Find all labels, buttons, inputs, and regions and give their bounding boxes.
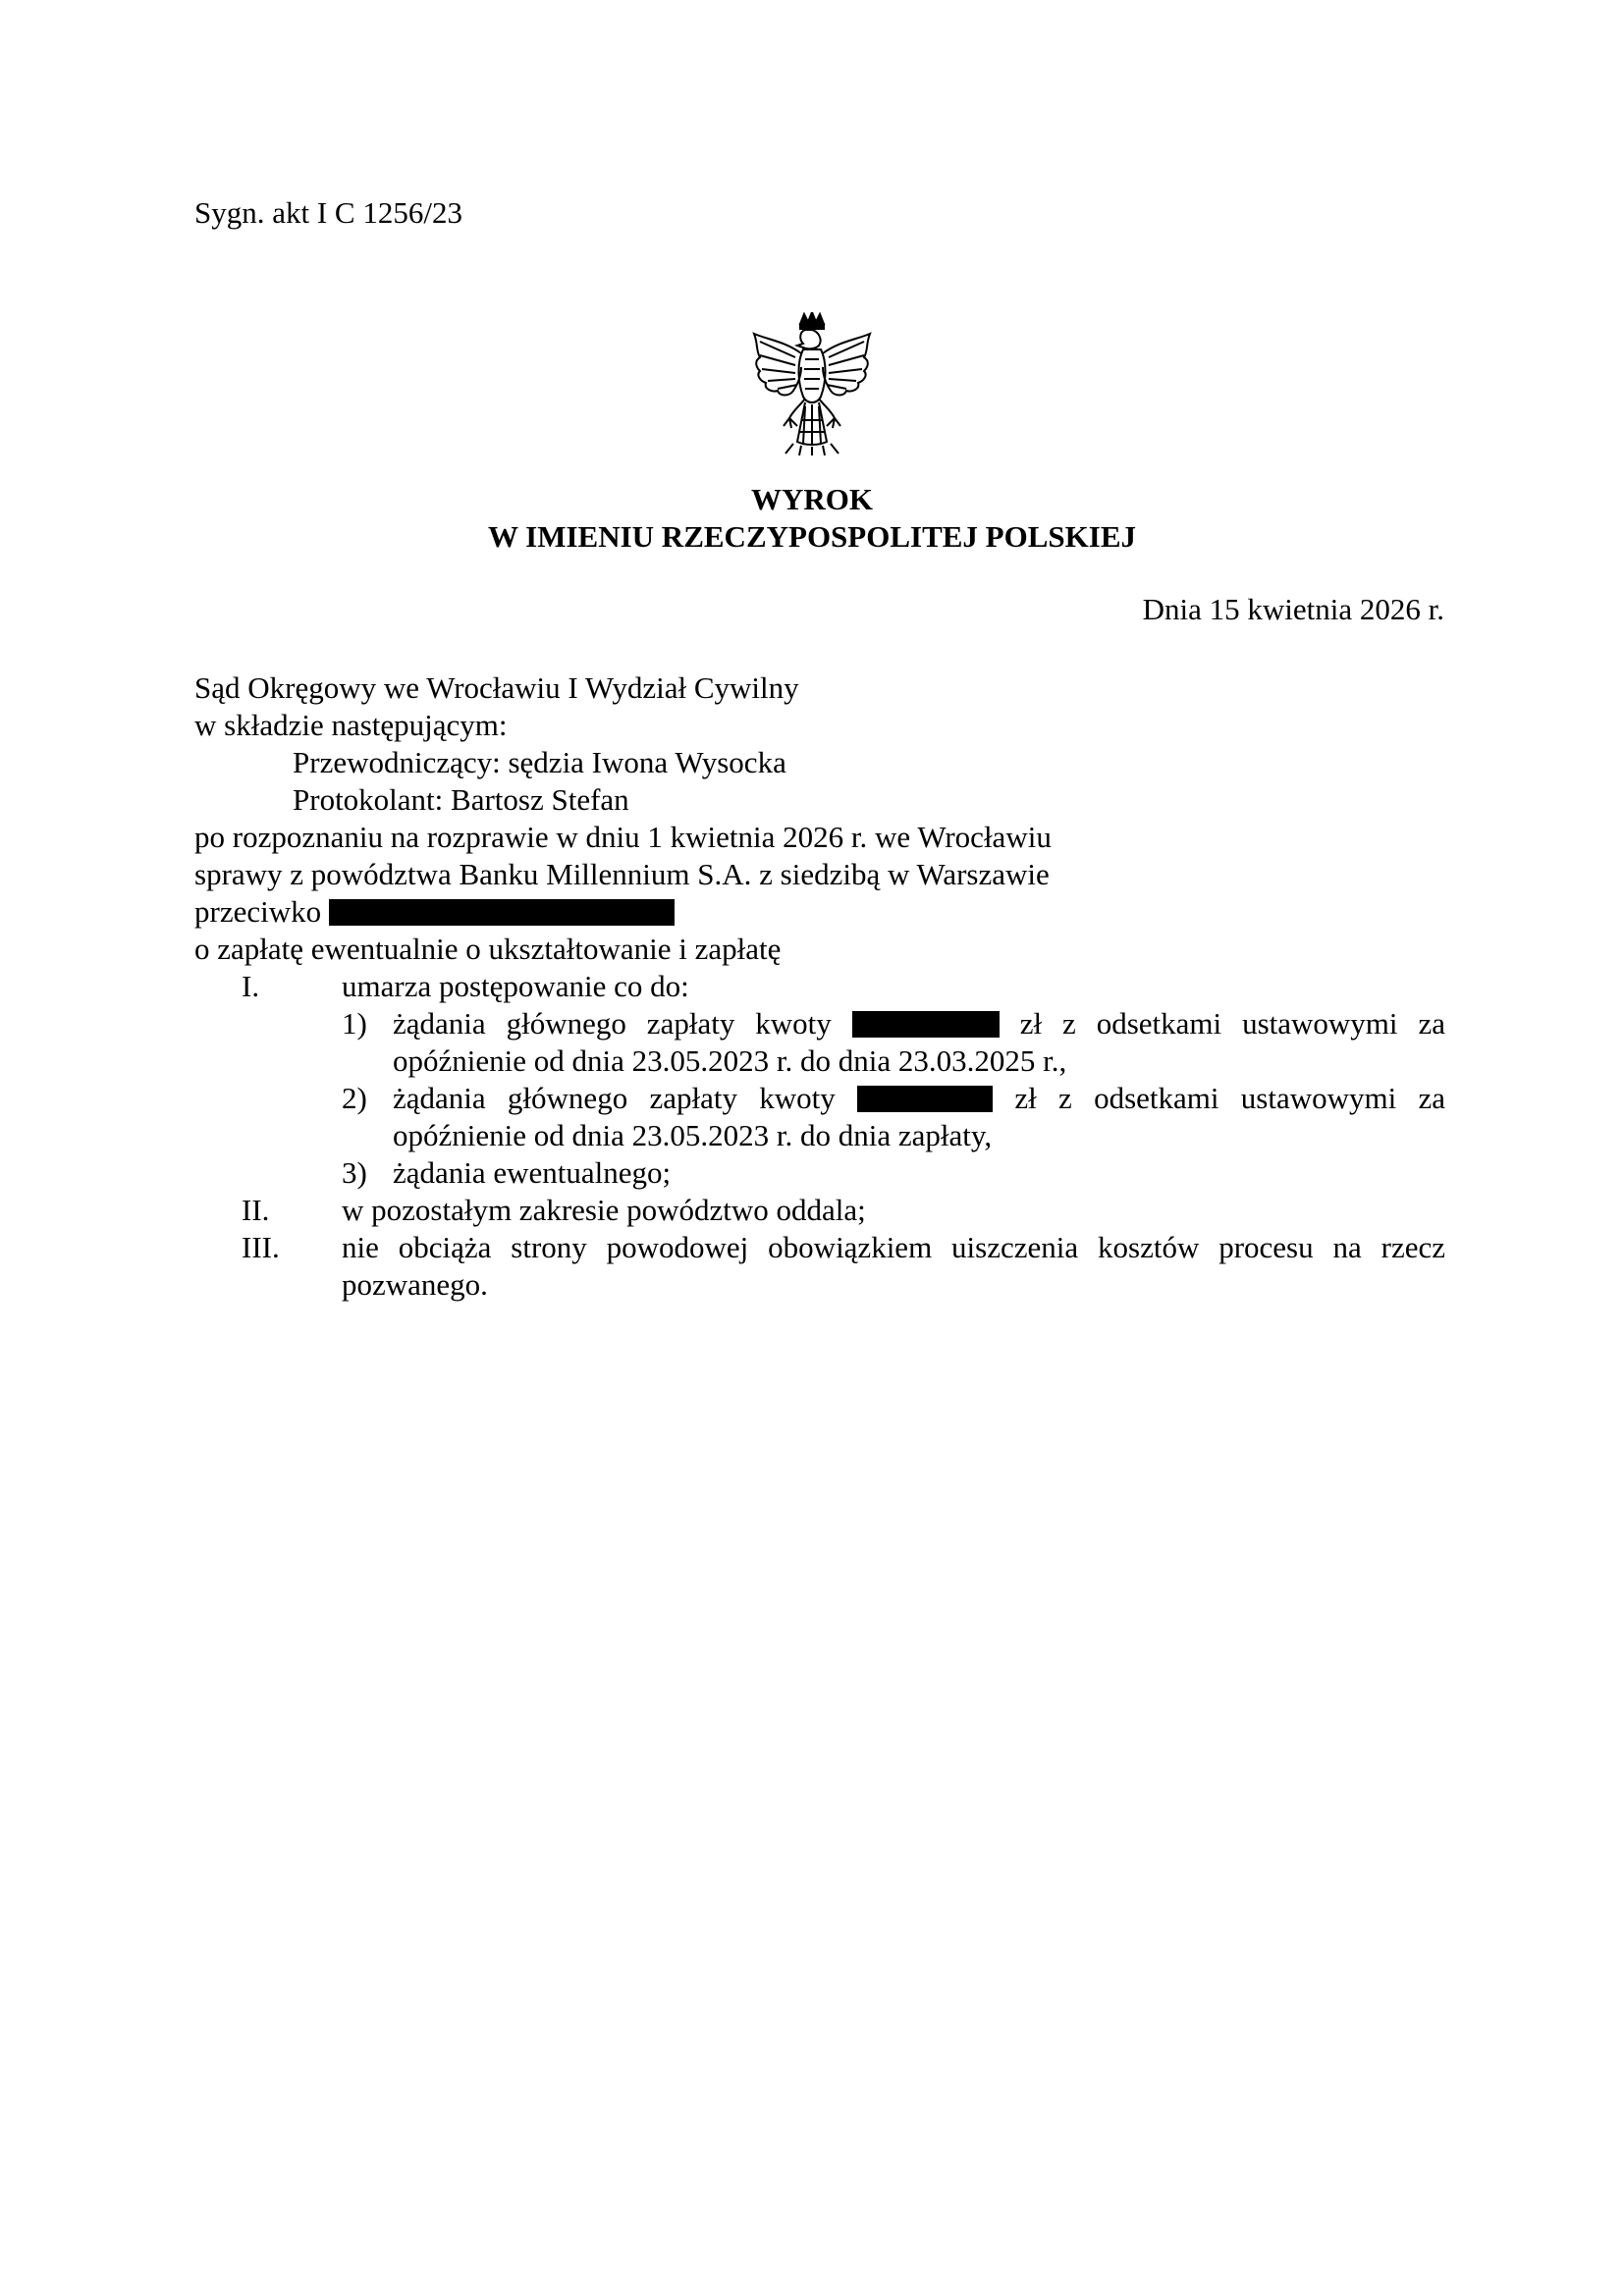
point-number: I. bbox=[242, 969, 260, 1003]
case-number: Sygn. akt I C 1256/23 bbox=[194, 195, 462, 230]
hearing-info: po rozpoznaniu na rozprawie w dniu 1 kwietnia 2026 r. we Wrocławiu bbox=[194, 820, 1052, 854]
court-name: Sąd Okręgowy we Wrocławiu I Wydział Cywilny bbox=[194, 670, 799, 705]
defendant-line bbox=[194, 893, 675, 931]
subitem-continuation: opóźnienie od dnia 23.05.2023 r. do dnia 23.03.2025 r., bbox=[393, 1043, 1067, 1078]
subitem-text-after: zł z odsetkami ustawowymi za bbox=[1019, 1006, 1445, 1041]
case-subject: o zapłatę ewentualnie o ukształtowanie i zapłatę bbox=[194, 932, 782, 966]
subitem-text: żądania ewentualnego; bbox=[393, 1155, 672, 1190]
subitem-text bbox=[393, 1005, 1445, 1042]
subitem-number: 2) bbox=[342, 1081, 367, 1115]
subitem-text-before: żądania głównego zapłaty kwoty bbox=[393, 1081, 836, 1115]
subitem-continuation: opóźnienie od dnia 23.05.2023 r. do dnia zapłaty, bbox=[393, 1118, 993, 1152]
point-number: II. bbox=[242, 1193, 270, 1227]
point-number: III. bbox=[242, 1230, 280, 1264]
subitem-number: 1) bbox=[342, 1006, 367, 1041]
subitem-number: 3) bbox=[342, 1155, 367, 1190]
composition-intro: w składzie następującym: bbox=[194, 708, 508, 742]
point-text: nie obciąża strony powodowej obowiązkiem uiszczenia kosztów procesu na rzecz bbox=[342, 1230, 1445, 1264]
clerk: Protokolant: Bartosz Stefan bbox=[293, 782, 629, 817]
redacted-defendant bbox=[329, 899, 675, 926]
judgment-title: WYROK bbox=[751, 482, 873, 516]
polish-eagle-emblem bbox=[746, 312, 878, 455]
redacted-amount bbox=[857, 1086, 993, 1112]
judgment-date: Dnia 15 kwietnia 2026 r. bbox=[1142, 592, 1444, 626]
subitem-text-after: zł z odsetkami ustawowymi za bbox=[1014, 1081, 1446, 1115]
point-text: umarza postępowanie co do: bbox=[342, 969, 689, 1003]
redacted-amount bbox=[852, 1011, 1000, 1038]
subitem-text-before: żądania głównego zapłaty kwoty bbox=[393, 1006, 832, 1041]
point-continuation: pozwanego. bbox=[342, 1267, 488, 1302]
point-text: w pozostałym zakresie powództwo oddala; bbox=[342, 1193, 866, 1227]
against-label: przeciwko bbox=[194, 894, 322, 929]
judgment-subtitle: W IMIENIU RZECZYPOSPOLITEJ POLSKIEJ bbox=[487, 519, 1137, 554]
subitem-text bbox=[393, 1080, 1445, 1117]
presiding-judge: Przewodniczący: sędzia Iwona Wysocka bbox=[293, 745, 786, 779]
plaintiff-info: sprawy z powództwa Banku Millennium S.A. z siedzibą w Warszawie bbox=[194, 857, 1050, 891]
